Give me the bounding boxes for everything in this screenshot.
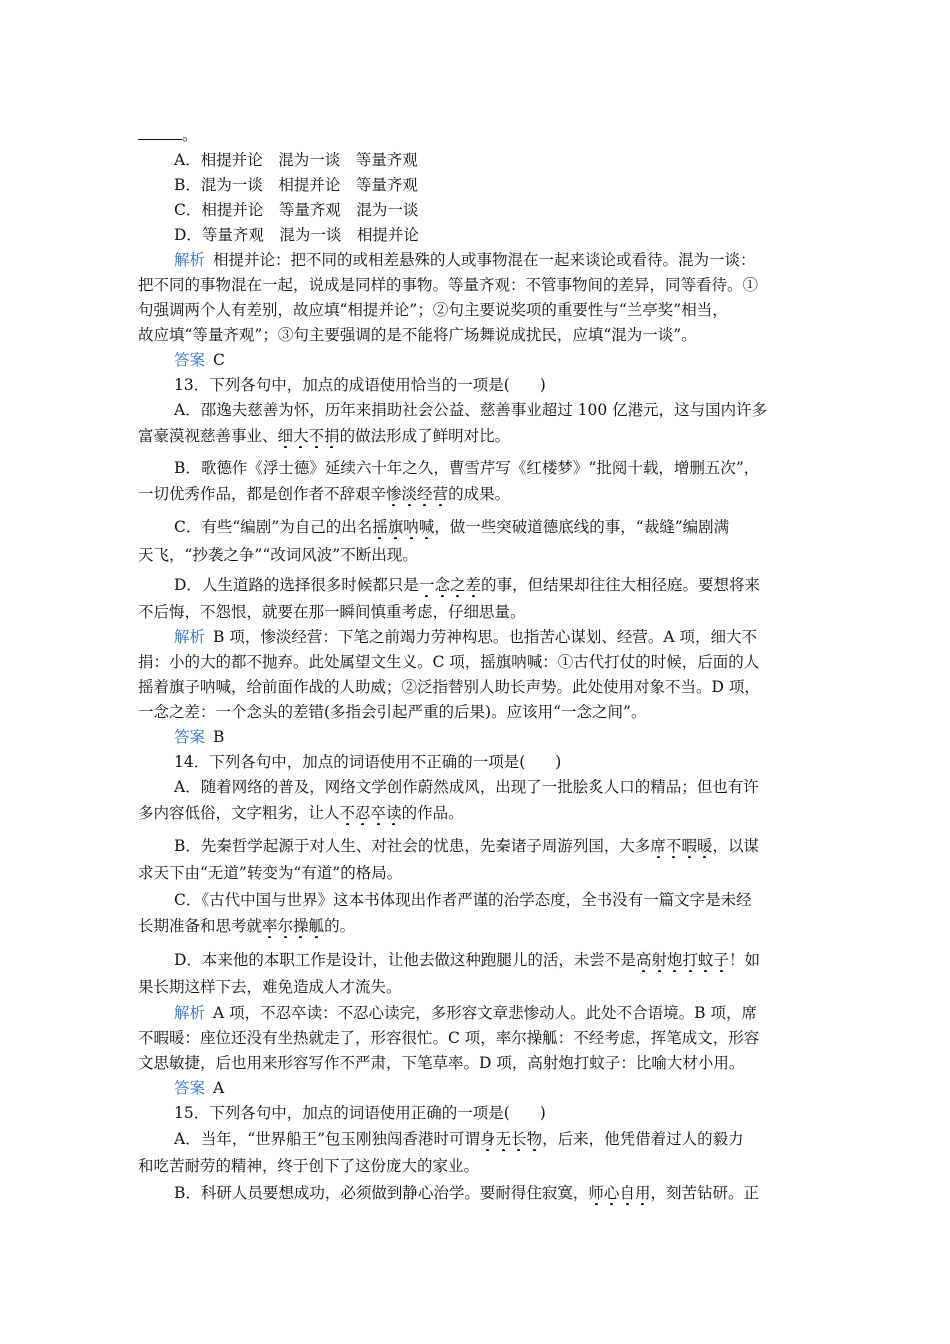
q14-option-b: B．先秦哲学起源于对人生、对社会的忧患，先秦诸子周游列国，大多席不暇暖，以谋 — [174, 837, 759, 855]
q14-answer: 答案 A — [174, 1079, 225, 1097]
q12-option-b: B．混为一谈 相提并论 等量齐观 — [174, 176, 418, 194]
answer-label: 答案 — [174, 351, 206, 369]
q13-option-b: B．歌德作《浮士德》延续六十年之久，曹雪芹写《红楼梦》“批阅十载，增删五次”， — [174, 459, 760, 477]
dotted-idiom: 师心自用 — [588, 1184, 651, 1202]
q12-explanation-line: 故应填“等量齐观”；③句主要强调的是不能将广场舞说成扰民，应填“混为一谈”。 — [138, 326, 697, 344]
q12-option-a: A．相提并论 混为一谈 等量齐观 — [174, 151, 418, 169]
q14-option-a: A．随着网络的普及，网络文学创作蔚然成风，出现了一批脍炙人口的精品；但也有许 — [174, 778, 759, 796]
q14-stem: 14．下列各句中，加点的词语使用不正确的一项是( ) — [174, 753, 562, 771]
q14-option-c-cont: 长期准备和思考就率尔操觚的。 — [138, 917, 356, 935]
q14-option-c: C．《古代中国与世界》这本书体现出作者严谨的治学态度，全书没有一篇文字是未经 — [174, 891, 752, 909]
q15-option-a-cont: 和吃苦耐劳的精神，终于创下了这份庞大的家业。 — [138, 1157, 480, 1175]
q13-option-c-cont: 天飞，“抄袭之争”“改词风波”不断出现。 — [138, 546, 418, 564]
q15-option-b: B．科研人员要想成功，必须做到静心治学。要耐得住寂寞，师心自用，刻苦钻研。正 — [174, 1184, 759, 1202]
dotted-idiom: 一念之差 — [418, 576, 481, 594]
q13-explanation-line: 摇着旗子呐喊，给前面作战的人助威；②泛指替别人助长声势。此处使用对象不当。D 项， — [138, 678, 760, 696]
q12-explanation-line: 把不同的事物混在一起，说成是同样的事物。等量齐观：不管事物间的差异，同等看待。① — [138, 276, 759, 294]
dotted-idiom: 席不暇暖 — [650, 837, 713, 855]
explanation-label: 解析 — [174, 1004, 206, 1022]
q14-explanation-line: 文思敏捷，后也用来形容写作不严肃，下笔草率。D 项，高射炮打蚊子：比喻大材小用。 — [138, 1054, 745, 1072]
q12-explanation-line: 解析 相提并论：把不同的或相差悬殊的人或事物混在一起来谈论或看待。混为一谈： — [174, 251, 756, 269]
dotted-idiom: 不忍卒读 — [339, 804, 402, 822]
dotted-idiom: 惨淡经营 — [386, 485, 449, 503]
answer-label: 答案 — [174, 1079, 206, 1097]
q14-option-a-cont: 多内容低俗，文字粗劣，让人不忍卒读的作品。 — [138, 804, 464, 822]
q12-blank-line: 。 — [138, 123, 818, 147]
q13-option-b-cont: 一切优秀作品，都是创作者不辞艰辛惨淡经营的成果。 — [138, 485, 511, 503]
dotted-idiom: 细大不捐 — [277, 427, 340, 445]
q13-answer: 答案 B — [174, 728, 225, 746]
q12-explanation-line: 句强调两个人有差别，故应填“相提并论”；②句主要说奖项的重要性与“兰亭奖”相当， — [138, 301, 728, 319]
q12-answer: 答案 C — [174, 351, 225, 369]
dotted-idiom: 身无长物 — [480, 1130, 543, 1148]
q14-explanation-line: 不暇暖：座位还没有坐热就走了，形容很忙。C 项，率尔操觚：不经考虑，挥笔成文，形容 — [138, 1029, 760, 1047]
explanation-label: 解析 — [174, 251, 206, 269]
q13-explanation-line: 捐：小的大的都不抛弃。此处属望文生义。C 项，摇旗呐喊：①古代打仗的时候，后面的人 — [138, 653, 760, 671]
q13-option-d: D．人生道路的选择很多时候都只是一念之差的事，但结果却往往大相径庭。要想将来 — [174, 576, 761, 594]
q14-option-d: D．本来他的本职工作是设计，让他去做这种跑腿儿的活，未尝不是高射炮打蚊子！如 — [174, 951, 761, 969]
q13-option-a: A．邵逸夫慈善为怀，历年来捐助社会公益、慈善事业超过 100 亿港元，这与国内许多 — [174, 401, 768, 419]
answer-label: 答案 — [174, 728, 206, 746]
q14-explanation-line: 解析 A 项，不忍卒读：不忍心读完，多形容文章悲惨动人。此处不合语境。B 项，席 — [174, 1004, 757, 1022]
q13-explanation-line: 一念之差：一个念头的差错(多指会引起严重的后果)。应该用“一念之间”。 — [138, 703, 647, 721]
q14-option-b-cont: 求天下由“无道”转变为“有道”的格局。 — [138, 864, 403, 882]
explanation-label: 解析 — [174, 628, 206, 646]
q15-stem: 15．下列各句中，加点的词语使用正确的一项是( ) — [174, 1104, 546, 1122]
dotted-idiom: 摇旗呐喊 — [372, 518, 435, 536]
fill-blank — [138, 125, 182, 140]
q13-option-d-cont: 不后悔，不怨恨，就要在那一瞬间慎重考虑，仔细思量。 — [138, 603, 526, 621]
q13-option-c: C．有些“编剧”为自己的出名摇旗呐喊，做一些突破道德底线的事，“裁缝”编剧满 — [174, 518, 730, 536]
q12-option-c: C．相提并论 等量齐观 混为一谈 — [174, 201, 419, 219]
dotted-idiom: 率尔操觚 — [262, 917, 325, 935]
q13-stem: 13．下列各句中，加点的成语使用恰当的一项是( ) — [174, 376, 546, 394]
q15-option-a: A．当年，“世界船王”包玉刚独闯香港时可谓身无长物，后来，他凭借着过人的毅力 — [174, 1130, 744, 1148]
dotted-idiom: 高射炮打蚊子 — [635, 951, 730, 969]
q13-option-a-cont: 富豪漠视慈善事业、细大不捐的做法形成了鲜明对比。 — [138, 427, 511, 445]
q12-option-d: D．等量齐观 混为一谈 相提并论 — [174, 226, 419, 244]
q14-option-d-cont: 果长期这样下去，难免造成人才流失。 — [138, 978, 402, 996]
q13-explanation-line: 解析 B 项，惨淡经营：下笔之前竭力劳神构思。也指苦心谋划、经营。A 项，细大不 — [174, 628, 757, 646]
